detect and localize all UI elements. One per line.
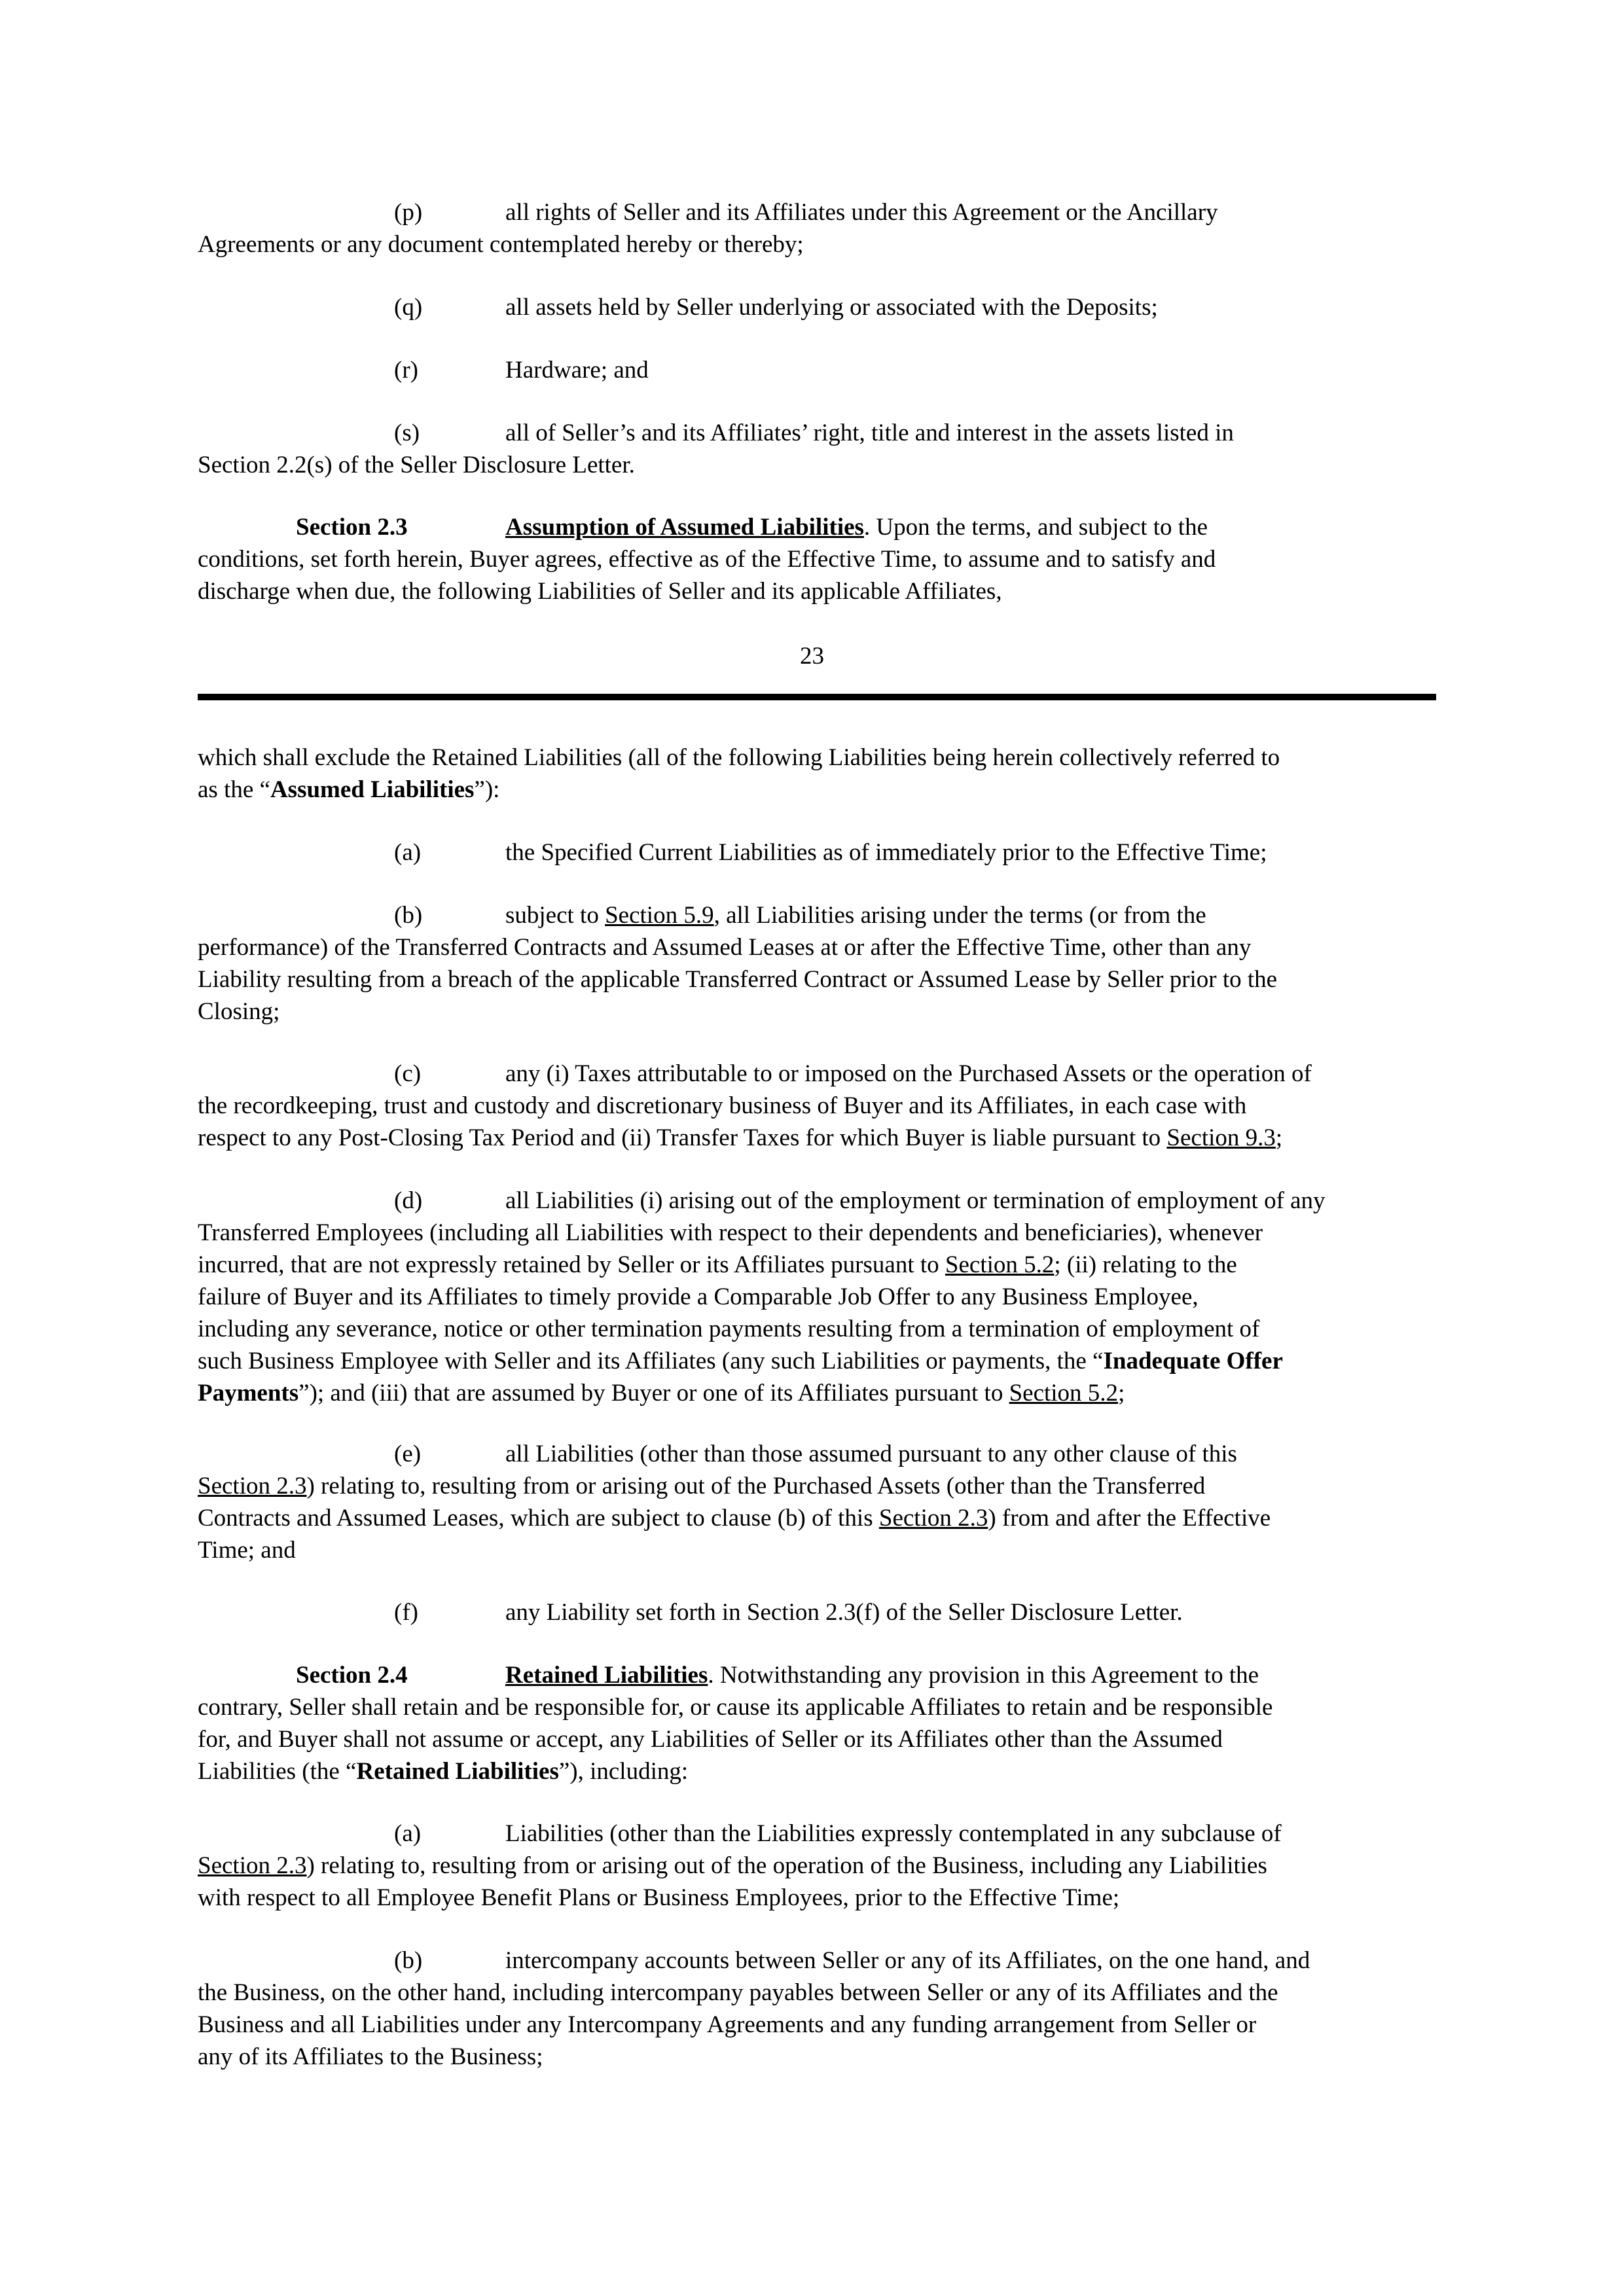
clause-text: any Liability set forth in Section 2.3(f) of the Seller Disclosure Letter. <box>505 1599 1183 1626</box>
clause-q <box>198 291 1436 323</box>
section-text: discharge when due, the following Liabilities of Seller and its applicable Affiliates, <box>198 578 1002 605</box>
section-reference-link[interactable]: Section 2.3 <box>198 1852 307 1879</box>
section-text: . Upon the terms, and subject to the <box>863 514 1208 541</box>
clause-text: ) relating to, resulting from or arising out of the operation of the Business, including any Liabilities <box>306 1852 1267 1879</box>
defined-term: Payments <box>198 1380 299 1407</box>
section-text: . Notwithstanding any provision in this Agreement to the <box>708 1662 1259 1689</box>
paragraph-text: which shall exclude the Retained Liabilities (all of the following Liabilities being herein collectively referred to <box>198 744 1280 771</box>
clause-text: subject to <box>505 902 605 929</box>
clause-label: (d) <box>394 1187 423 1214</box>
section-text: for, and Buyer shall not assume or accept, any Liabilities of Seller or its Affiliates other than the Assumed <box>198 1726 1223 1753</box>
clause-s <box>198 417 1436 481</box>
clause-d <box>198 1185 1436 1409</box>
clause-text: the Specified Current Liabilities as of immediately prior to the Effective Time; <box>505 839 1267 866</box>
section-2-4 <box>198 1659 1436 1787</box>
clause-label: (r) <box>394 357 418 384</box>
retained-clause-a <box>198 1818 1436 1914</box>
retained-clause-b <box>198 1945 1436 2073</box>
clause-text: any (i) Taxes attributable to or imposed on the Purchased Assets or the operation of <box>505 1060 1312 1087</box>
clause-a <box>198 836 1436 869</box>
clause-label: (b) <box>394 1947 423 1974</box>
clause-r <box>198 354 1436 386</box>
section-number: Section 2.3 <box>296 514 408 541</box>
clause-label: (a) <box>394 1820 422 1847</box>
clause-text: Time; and <box>198 1537 296 1564</box>
clause-label: (f) <box>394 1599 418 1626</box>
clause-text: Transferred Employees (including all Liabilities with respect to their dependents and beneficiaries), whenever <box>198 1219 1263 1246</box>
clause-text: the Business, on the other hand, including intercompany payables between Seller or any of its Affiliates and the <box>198 1979 1278 2006</box>
clause-text: all of Seller’s and its Affiliates’ right, title and interest in the assets listed in <box>505 420 1234 446</box>
clause-p <box>198 196 1436 260</box>
clause-text: all rights of Seller and its Affiliates under this Agreement or the Ancillary <box>505 199 1218 226</box>
clause-text: all assets held by Seller underlying or associated with the Deposits; <box>505 294 1158 321</box>
paragraph-text: as the “ <box>198 776 270 803</box>
clause-text: Agreements or any document contemplated hereby or thereby; <box>198 231 804 258</box>
clause-text: Business and all Liabilities under any Intercompany Agreements and any funding arrangement from Seller or <box>198 2011 1257 2038</box>
paragraph-text: ”): <box>474 776 500 803</box>
clause-label: (q) <box>394 294 423 321</box>
clause-c <box>198 1058 1436 1154</box>
defined-term: Assumed Liabilities <box>270 776 475 803</box>
clause-text: Section 2.2(s) of the Seller Disclosure Letter. <box>198 452 635 478</box>
clause-text: Contracts and Assumed Leases, which are subject to clause (b) of this <box>198 1505 879 1532</box>
clause-text: , all Liabilities arising under the terms (or from the <box>713 902 1206 929</box>
defined-term: Inadequate Offer <box>1103 1348 1283 1374</box>
clause-label: (s) <box>394 420 420 446</box>
clause-b <box>198 899 1436 1028</box>
section-text: conditions, set forth herein, Buyer agrees, effective as of the Effective Time, to assume and to satisfy and <box>198 546 1216 573</box>
clause-text: failure of Buyer and its Affiliates to timely provide a Comparable Job Offer to any Business Employee, <box>198 1283 1199 1310</box>
section-text: ”), including: <box>558 1758 689 1785</box>
defined-term: Retained Liabilities <box>356 1758 559 1785</box>
clause-text: performance) of the Transferred Contracts and Assumed Leases at or after the Effective Time, other than any <box>198 934 1252 961</box>
section-reference-link[interactable]: Section 2.3 <box>198 1473 307 1499</box>
page-divider <box>198 694 1436 700</box>
clause-text: intercompany accounts between Seller or any of its Affiliates, on the one hand, and <box>505 1947 1310 1974</box>
clause-label: (p) <box>394 199 423 226</box>
clause-text: ; (ii) relating to the <box>1054 1251 1237 1278</box>
clause-text: Hardware; and <box>505 357 649 384</box>
section-heading: Assumption of Assumed Liabilities <box>505 514 864 541</box>
section-reference-link[interactable]: Section 9.3 <box>1166 1124 1276 1151</box>
clause-text: including any severance, notice or other termination payments resulting from a termination of employment of <box>198 1316 1260 1342</box>
section-reference-link[interactable]: Section 5.2 <box>1009 1380 1119 1407</box>
clause-text: ; <box>1275 1124 1283 1151</box>
clause-f <box>198 1596 1436 1628</box>
clause-text: ) relating to, resulting from or arising out of the Purchased Assets (other than the Transferred <box>306 1473 1206 1499</box>
section-2-3 <box>198 511 1436 607</box>
clause-label: (b) <box>394 902 423 929</box>
section-text: contrary, Seller shall retain and be responsible for, or cause its applicable Affiliates to retain and be responsible <box>198 1694 1273 1721</box>
clause-text: ) from and after the Effective <box>988 1505 1271 1532</box>
clause-text: Liabilities (other than the Liabilities expressly contemplated in any subclause of <box>505 1820 1282 1847</box>
section-reference-link[interactable]: Section 2.3 <box>878 1505 988 1532</box>
clause-text: Closing; <box>198 998 280 1025</box>
section-text: Liabilities (the “ <box>198 1758 357 1785</box>
assumed-liabilities-intro <box>198 742 1436 806</box>
section-reference-link[interactable]: Section 5.9 <box>605 902 714 929</box>
clause-text: all Liabilities (other than those assumed pursuant to any other clause of this <box>505 1441 1237 1467</box>
section-reference-link[interactable]: Section 5.2 <box>945 1251 1055 1278</box>
clause-text: with respect to all Employee Benefit Plans or Business Employees, prior to the Effective Time; <box>198 1884 1120 1911</box>
clause-text: such Business Employee with Seller and its Affiliates (any such Liabilities or payments, the “ <box>198 1348 1104 1374</box>
clause-text: ”); and (iii) that are assumed by Buyer or one of its Affiliates pursuant to <box>298 1380 1009 1407</box>
section-heading: Retained Liabilities <box>505 1662 708 1689</box>
clause-text: respect to any Post-Closing Tax Period and (ii) Transfer Taxes for which Buyer is liable pursuant to <box>198 1124 1167 1151</box>
clause-text: all Liabilities (i) arising out of the employment or termination of employment of any <box>505 1187 1326 1214</box>
clause-text: Liability resulting from a breach of the applicable Transferred Contract or Assumed Lease by Seller prior to the <box>198 966 1278 993</box>
clause-label: (a) <box>394 839 422 866</box>
page-number: 23 <box>800 643 824 670</box>
clause-e <box>198 1438 1436 1566</box>
clause-text: incurred, that are not expressly retained by Seller or its Affiliates pursuant to <box>198 1251 945 1278</box>
section-number: Section 2.4 <box>296 1662 408 1689</box>
clause-text: ; <box>1118 1380 1125 1407</box>
clause-label: (e) <box>394 1441 422 1467</box>
clause-label: (c) <box>394 1060 422 1087</box>
clause-text: the recordkeeping, trust and custody and discretionary business of Buyer and its Affiliates, in each case with <box>198 1092 1247 1119</box>
clause-text: any of its Affiliates to the Business; <box>198 2043 543 2070</box>
